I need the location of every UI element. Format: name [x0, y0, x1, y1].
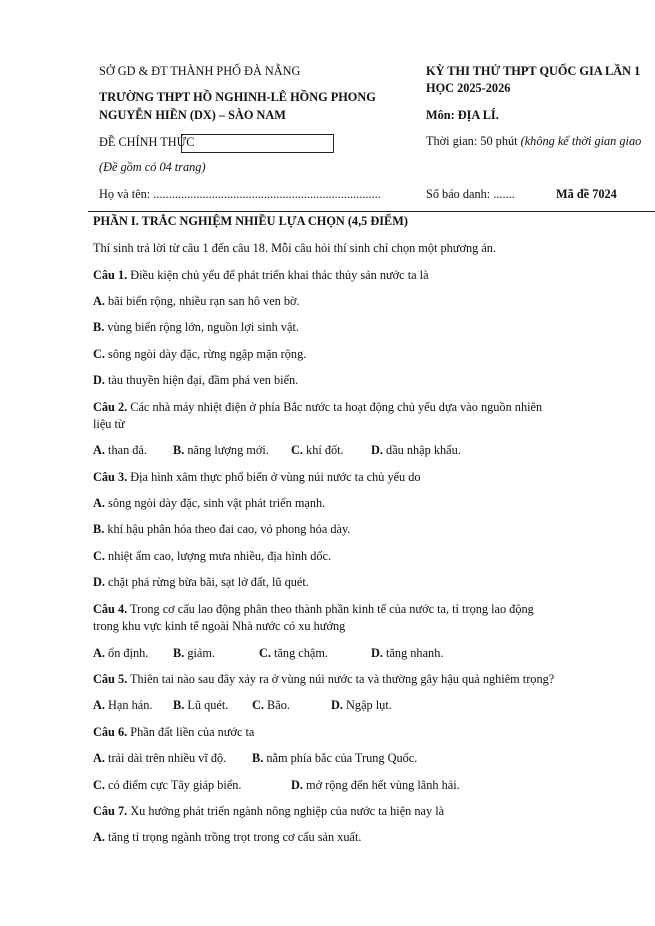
option-letter: B. — [173, 698, 185, 712]
question-text: Điều kiện chủ yếu để phát triển khai thác thủy sản nước ta là — [127, 268, 429, 282]
header-divider — [88, 211, 655, 212]
question-text: Phần đất liền của nước ta — [127, 725, 255, 739]
option-letter: D. — [93, 575, 105, 589]
question-text: Xu hướng phát triển ngành nông nghiệp của nước ta hiện nay là — [127, 804, 445, 818]
option-letter: D. — [331, 698, 343, 712]
q2-option-a — [93, 443, 147, 458]
official-stamp-box — [181, 134, 334, 153]
option-text: sông ngòi dày đặc, sinh vật phát triển mạnh. — [104, 496, 326, 510]
q4-option-a — [93, 646, 148, 661]
q2-option-b — [173, 443, 269, 458]
q3-option-a — [93, 496, 325, 511]
exam-title-line2: HỌC 2025-2026 — [426, 81, 511, 95]
option-letter: C. — [252, 698, 264, 712]
question-2-continued: liệu từ — [93, 417, 125, 431]
option-letter: D. — [93, 373, 105, 387]
q1-option-a — [93, 294, 300, 309]
q3-option-d — [93, 575, 309, 590]
q4-option-c — [259, 646, 328, 661]
question-number: Câu 3. — [93, 470, 128, 484]
q6-option-a — [93, 751, 226, 766]
exam-title-line1: KỲ THI THỬ THPT QUỐC GIA LẦN 1 — [426, 64, 641, 78]
time-label — [426, 134, 641, 149]
school-name-line2: NGUYỄN HIỀN (DX) – SÀO NAM — [99, 108, 286, 122]
q6-option-c — [93, 778, 242, 793]
option-letter: A. — [93, 751, 105, 765]
option-text: tăng nhanh. — [382, 646, 444, 660]
q3-option-c — [93, 549, 331, 564]
option-text: nhiệt ẩm cao, lượng mưa nhiều, địa hình dốc. — [104, 549, 332, 563]
question-text: Địa hình xâm thực phổ biến ở vùng núi nước ta chủ yếu do — [127, 470, 421, 484]
question-3 — [93, 470, 421, 485]
option-text: vùng biển rộng lớn, nguồn lợi sinh vật. — [104, 320, 299, 334]
exam-code: Mã đề 7024 — [556, 187, 617, 201]
option-text: Hạn hán. — [104, 698, 153, 712]
q5-option-a — [93, 698, 152, 713]
option-text: nằm phía bắc của Trung Quốc. — [263, 751, 418, 765]
q4-option-d — [371, 646, 443, 661]
option-letter: B. — [252, 751, 264, 765]
official-label: ĐỀ CHÍNH THỨC — [99, 135, 195, 149]
option-letter: D. — [371, 646, 383, 660]
option-letter: A. — [93, 830, 105, 844]
option-letter: A. — [93, 294, 105, 308]
question-text: Thiên tai nào sau đây xảy ra ở vùng núi nước ta và thường gây hậu quả nghiêm trọng? — [127, 672, 555, 686]
option-letter: D. — [371, 443, 383, 457]
option-text: than đá. — [104, 443, 147, 457]
question-text: Các nhà máy nhiệt điện ở phía Bắc nước ta hoạt động chủ yếu dựa vào nguồn nhiên — [127, 400, 543, 414]
q6-option-d — [291, 778, 460, 793]
option-letter: A. — [93, 496, 105, 510]
option-text: giảm. — [184, 646, 216, 660]
option-letter: A. — [93, 646, 105, 660]
option-letter: C. — [93, 778, 105, 792]
department-name: SỞ GD & ĐT THÀNH PHỐ ĐÀ NẴNG — [99, 64, 301, 78]
q5-option-c — [252, 698, 290, 713]
option-letter: D. — [291, 778, 303, 792]
option-letter: A. — [93, 698, 105, 712]
option-letter: B. — [173, 443, 185, 457]
option-text: tàu thuyền hiện đại, đầm phá ven biển. — [104, 373, 299, 387]
option-text: năng lượng mới. — [184, 443, 269, 457]
question-text: Trong cơ cấu lao động phân theo thành phần kinh tế của nước ta, tỉ trọng lao động — [127, 602, 534, 616]
option-letter: C. — [259, 646, 271, 660]
option-text: trải dài trên nhiều vĩ độ. — [104, 751, 227, 765]
subject-label: Môn: ĐỊA LÍ. — [426, 108, 499, 122]
question-5 — [93, 672, 554, 687]
option-letter: B. — [93, 522, 105, 536]
option-letter: C. — [93, 347, 105, 361]
section-instruction: Thí sinh trả lời từ câu 1 đến câu 18. Mỗi câu hỏi thí sinh chỉ chọn một phương án. — [93, 241, 497, 255]
question-number: Câu 7. — [93, 804, 128, 818]
option-letter: A. — [93, 443, 105, 457]
option-text: mở rộng đến hết vùng lãnh hải. — [302, 778, 460, 792]
question-number: Câu 5. — [93, 672, 128, 686]
option-letter: C. — [291, 443, 303, 457]
q7-option-a — [93, 830, 361, 845]
option-text: Ngập lụt. — [342, 698, 392, 712]
question-number: Câu 6. — [93, 725, 128, 739]
q1-option-b — [93, 320, 299, 335]
section-title: PHẦN I. TRẮC NGHIỆM NHIỀU LỰA CHỌN (4,5 ĐIỂM) — [93, 214, 408, 228]
q3-option-b — [93, 522, 350, 537]
q1-option-d — [93, 373, 298, 388]
option-text: chặt phá rừng bừa bãi, sạt lở đất, lũ quét. — [104, 575, 309, 589]
question-4-continued: trong khu vực kinh tế ngoài Nhà nước có xu hướng — [93, 619, 346, 633]
option-letter: C. — [93, 549, 105, 563]
time-prefix: Thời gian: 50 phút — [426, 134, 521, 148]
time-note: (không kể thời gian giao — [520, 134, 642, 148]
question-number: Câu 1. — [93, 268, 128, 282]
question-7 — [93, 804, 444, 819]
option-text: bãi biển rộng, nhiều rạn san hô ven bờ. — [104, 294, 300, 308]
option-text: khí hậu phân hóa theo đai cao, vỏ phong hóa dày. — [104, 522, 351, 536]
option-text: tăng chậm. — [270, 646, 328, 660]
question-2 — [93, 400, 542, 415]
option-text: có điểm cực Tây giáp biển. — [104, 778, 242, 792]
option-text: Lũ quét. — [184, 698, 229, 712]
option-text: sông ngòi dày đặc, rừng ngập mặn rộng. — [104, 347, 307, 361]
question-number: Câu 4. — [93, 602, 128, 616]
question-1 — [93, 268, 429, 283]
q6-option-b — [252, 751, 417, 766]
option-text: dầu nhập khẩu. — [382, 443, 461, 457]
question-4 — [93, 602, 534, 617]
question-number: Câu 2. — [93, 400, 128, 414]
question-6 — [93, 725, 254, 740]
option-text: Bão. — [263, 698, 290, 712]
q5-option-b — [173, 698, 228, 713]
option-letter: B. — [93, 320, 105, 334]
pages-note: (Đề gồm có 04 trang) — [99, 160, 206, 174]
q2-option-c — [291, 443, 344, 458]
option-text: ổn định. — [104, 646, 149, 660]
option-letter: B. — [173, 646, 185, 660]
q1-option-c — [93, 347, 306, 362]
q2-option-d — [371, 443, 461, 458]
name-field: Họ và tên: .......................................................................... — [99, 187, 381, 201]
candidate-number-field: Số báo danh: ....... — [426, 187, 515, 201]
option-text: khí đốt. — [302, 443, 344, 457]
school-name-line1: TRƯỜNG THPT HỒ NGHINH-LÊ HỒNG PHONG — [99, 90, 376, 104]
option-text: tăng tỉ trọng ngành trồng trọt trong cơ cấu sản xuất. — [104, 830, 362, 844]
q4-option-b — [173, 646, 215, 661]
q5-option-d — [331, 698, 392, 713]
